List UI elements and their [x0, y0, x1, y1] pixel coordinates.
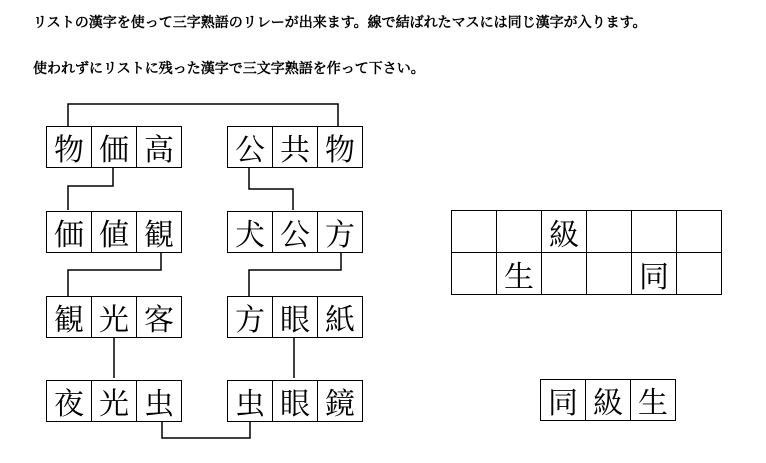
list-cell[interactable] — [542, 253, 587, 295]
list-cell[interactable] — [587, 253, 632, 295]
word-right-3 — [227, 296, 363, 338]
list-cell[interactable]: 同 — [632, 253, 677, 295]
kanji-cell[interactable]: 虫 — [136, 381, 181, 421]
word-right-2 — [227, 211, 363, 253]
word-left-3 — [46, 296, 182, 338]
list-cell[interactable]: 級 — [542, 211, 587, 253]
list-cell[interactable] — [452, 211, 497, 253]
list-cell[interactable] — [587, 211, 632, 253]
kanji-cell[interactable]: 光 — [91, 297, 136, 337]
kanji-cell[interactable]: 公 — [272, 212, 317, 252]
kanji-cell[interactable]: 眼 — [272, 297, 317, 337]
list-cell[interactable] — [677, 211, 722, 253]
kanji-cell[interactable]: 虫 — [235, 387, 265, 422]
connector-bottom — [162, 421, 250, 438]
kanji-cell[interactable]: 物 — [317, 127, 362, 167]
kanji-cell[interactable]: 光 — [91, 381, 136, 421]
answer-cell[interactable]: 同 — [548, 386, 578, 421]
kanji-cell[interactable]: 価 — [54, 218, 84, 253]
answer-cell[interactable]: 生 — [630, 380, 675, 420]
connector-left-2 — [68, 252, 161, 296]
kanji-cell[interactable]: 犬 — [235, 218, 265, 253]
connector-top — [68, 104, 338, 126]
list-cell[interactable] — [452, 253, 497, 295]
word-right-1 — [227, 126, 363, 168]
connector-right-1 — [249, 168, 293, 210]
connector-right-2 — [249, 252, 341, 296]
kanji-cell[interactable]: 方 — [317, 212, 362, 252]
connector-left-1 — [68, 168, 113, 210]
answer-word — [540, 379, 676, 421]
kanji-cell[interactable]: 眼 — [272, 381, 317, 421]
kanji-cell[interactable]: 共 — [272, 127, 317, 167]
list-cell[interactable] — [497, 211, 542, 253]
word-left-2 — [46, 211, 182, 253]
kanji-cell[interactable]: 客 — [136, 297, 181, 337]
kanji-cell[interactable]: 観 — [54, 303, 84, 338]
list-cell[interactable] — [677, 253, 722, 295]
list-cell[interactable]: 生 — [497, 253, 542, 295]
instruction-line-2: 使われずにリストに残った漢字で三文字熟語を作って下さい。 — [33, 61, 425, 77]
kanji-cell[interactable]: 高 — [136, 127, 181, 167]
answer-cell[interactable]: 級 — [585, 380, 630, 420]
kanji-cell[interactable]: 値 — [91, 212, 136, 252]
kanji-cell[interactable]: 観 — [136, 212, 181, 252]
kanji-cell[interactable]: 鏡 — [317, 381, 362, 421]
kanji-cell[interactable]: 方 — [235, 303, 265, 338]
kanji-cell[interactable]: 夜 — [54, 387, 84, 422]
kanji-cell[interactable]: 紙 — [317, 297, 362, 337]
kanji-cell[interactable]: 公 — [235, 133, 265, 168]
list-cell[interactable] — [632, 211, 677, 253]
word-left-1 — [46, 126, 182, 168]
kanji-cell[interactable]: 価 — [91, 127, 136, 167]
kanji-list-grid — [451, 210, 722, 295]
kanji-cell[interactable]: 物 — [54, 133, 84, 168]
word-right-4 — [227, 380, 363, 422]
instruction-line-1: リストの漢字を使って三字熟語のリレーが出来ます。線で結ばれたマスには同じ漢字が入ります。 — [33, 15, 647, 31]
word-left-4 — [46, 380, 182, 422]
